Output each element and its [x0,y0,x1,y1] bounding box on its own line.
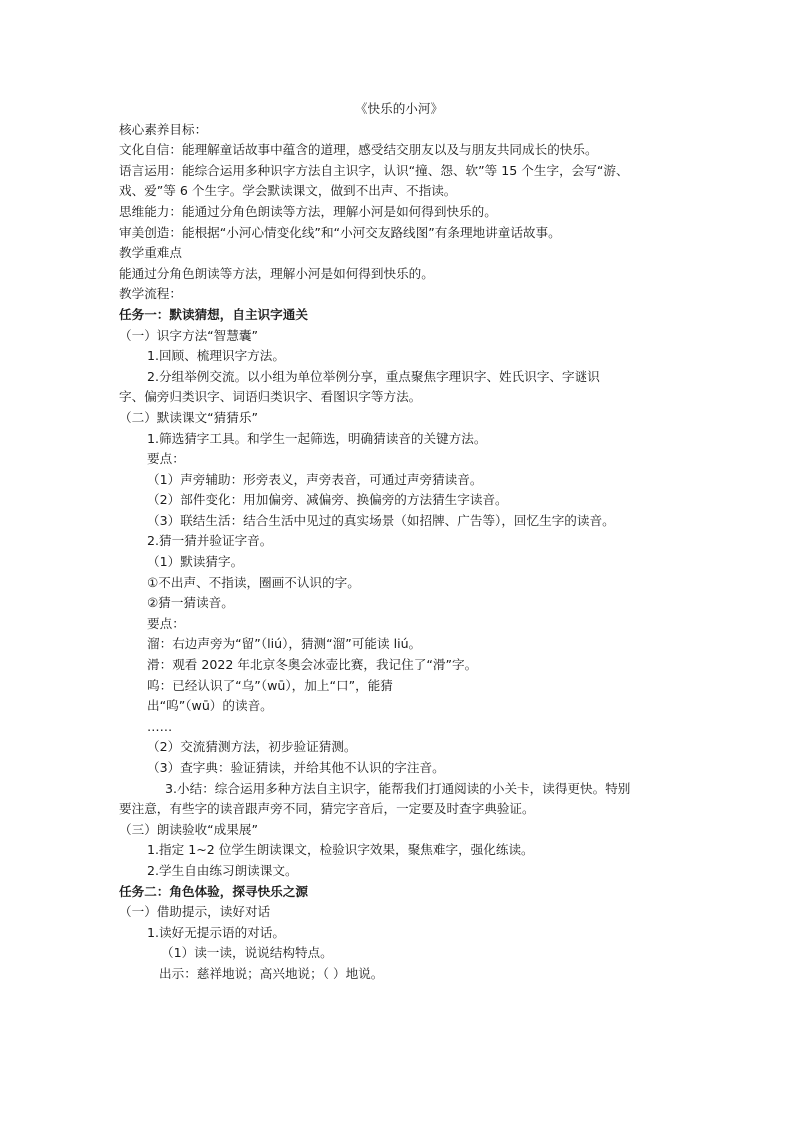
list-item: ①不出声、不指读，圈画不认识的字。 [147,574,360,590]
goal-aesthetic-creation: 审美创造：能根据“小河心情变化线”和“小河交友路线图”有条理地讲童话故事。 [119,224,561,240]
list-item: （2）部件变化：用加偏旁、减偏旁、换偏旁的方法猜生字读音。 [147,492,508,508]
list-item: 1.回顾、梳理识字方法。 [147,348,285,364]
list-item: 1.读好无提示语的对话。 [147,924,285,940]
list-item: 1.指定 1~2 位学生朗读课文，检验识字效果，聚焦难字，强化练读。 [147,842,534,858]
goal-language-use: 语言运用：能综合运用多种识字方法自主识字，认识“撞、怨、软”等 15 个生字，会写“游、 [119,162,629,178]
list-item-continued: 字、偏旁归类识字、词语归类识字、看图识字等方法。 [119,389,422,405]
list-item: （1）默读猜字。 [147,554,244,570]
goal-cultural-confidence: 文化自信：能理解童话故事中蕴含的道理，感受结交朋友以及与朋友共同成长的快乐。 [119,142,598,158]
key-points-label: 要点： [147,615,185,631]
section-heading-teaching-flow: 教学流程： [119,286,182,302]
list-item: 2.猜一猜并验证字音。 [147,533,273,549]
example-line: 溜：右边声旁为“留”（liú），猜测“溜”可能读 liú。 [147,636,422,652]
list-item: 2.学生自由练习朗读课文。 [147,862,298,878]
task-two-heading: 任务二：角色体验，探寻快乐之源 [119,883,308,899]
section-heading-core-goals: 核心素养目标： [119,121,208,137]
list-item: ②猜一猜读音。 [147,595,234,611]
list-item: 2.分组举例交流。以小组为单位举例分享，重点聚焦字理识字、姓氏识字、字谜识 [147,368,600,384]
example-line: 呜：已经认识了“乌”（wū），加上“口”，能猜 [147,677,393,693]
section-heading-key-points: 教学重难点 [119,245,182,261]
summary-line-continued: 要注意，有些字的读音跟声旁不同，猜完字音后，一定要及时查字典验证。 [119,801,535,817]
list-item: （3）查字典：验证猜读，并给其他不认识的字注音。 [147,760,445,775]
goal-thinking-ability: 思维能力：能通过分角色朗读等方法，理解小河是如何得到快乐的。 [119,203,497,219]
goal-language-use-continued: 戏、爱”等 6 个生字。学会默读课文，做到不出声、不指读。 [119,183,457,199]
task-one-heading: 任务一：默读猜想，自主识字通关 [119,306,308,322]
document-body [119,99,679,985]
example-line: 出示：慈祥地说；高兴地说；（ ）地说。 [159,965,384,981]
list-item: 1.筛选猜字工具。和学生一起筛选，明确猜读音的关键方法。 [147,430,487,446]
list-item: （1）读一读，说说结构特点。 [161,945,333,961]
key-points-text: 能通过分角色朗读等方法，理解小河是如何得到快乐的。 [119,265,434,281]
list-item: （2）交流猜测方法，初步验证猜测。 [147,739,357,755]
subsection-heading: （二）默读课文“猜猜乐” [119,409,258,425]
list-item: （1）声旁辅助：形旁表义，声旁表音，可通过声旁猜读音。 [147,471,483,487]
ellipsis-line: …… [147,718,173,734]
subsection-heading: （一）借助提示，读好对话 [119,904,271,920]
subsection-heading: （一）识字方法“智慧囊” [119,327,258,343]
subsection-heading: （三）朗读验收“成果展” [119,821,258,837]
list-item: （3）联结生活：结合生活中见过的真实场景（如招牌、广告等），回忆生字的读音。 [147,512,615,528]
page-title: 《快乐的小河》 [354,101,444,116]
example-line: 滑：观看 2022 年北京冬奥会冰壶比赛，我记住了“滑”字。 [147,657,478,673]
summary-line: 3.小结：综合运用多种方法自主识字，能帮我们打通阅读的小关卡，读得更快。特别 [165,780,631,796]
example-line-continued: 出“呜”（wū）的读音。 [147,698,273,714]
key-points-label: 要点： [147,451,185,467]
